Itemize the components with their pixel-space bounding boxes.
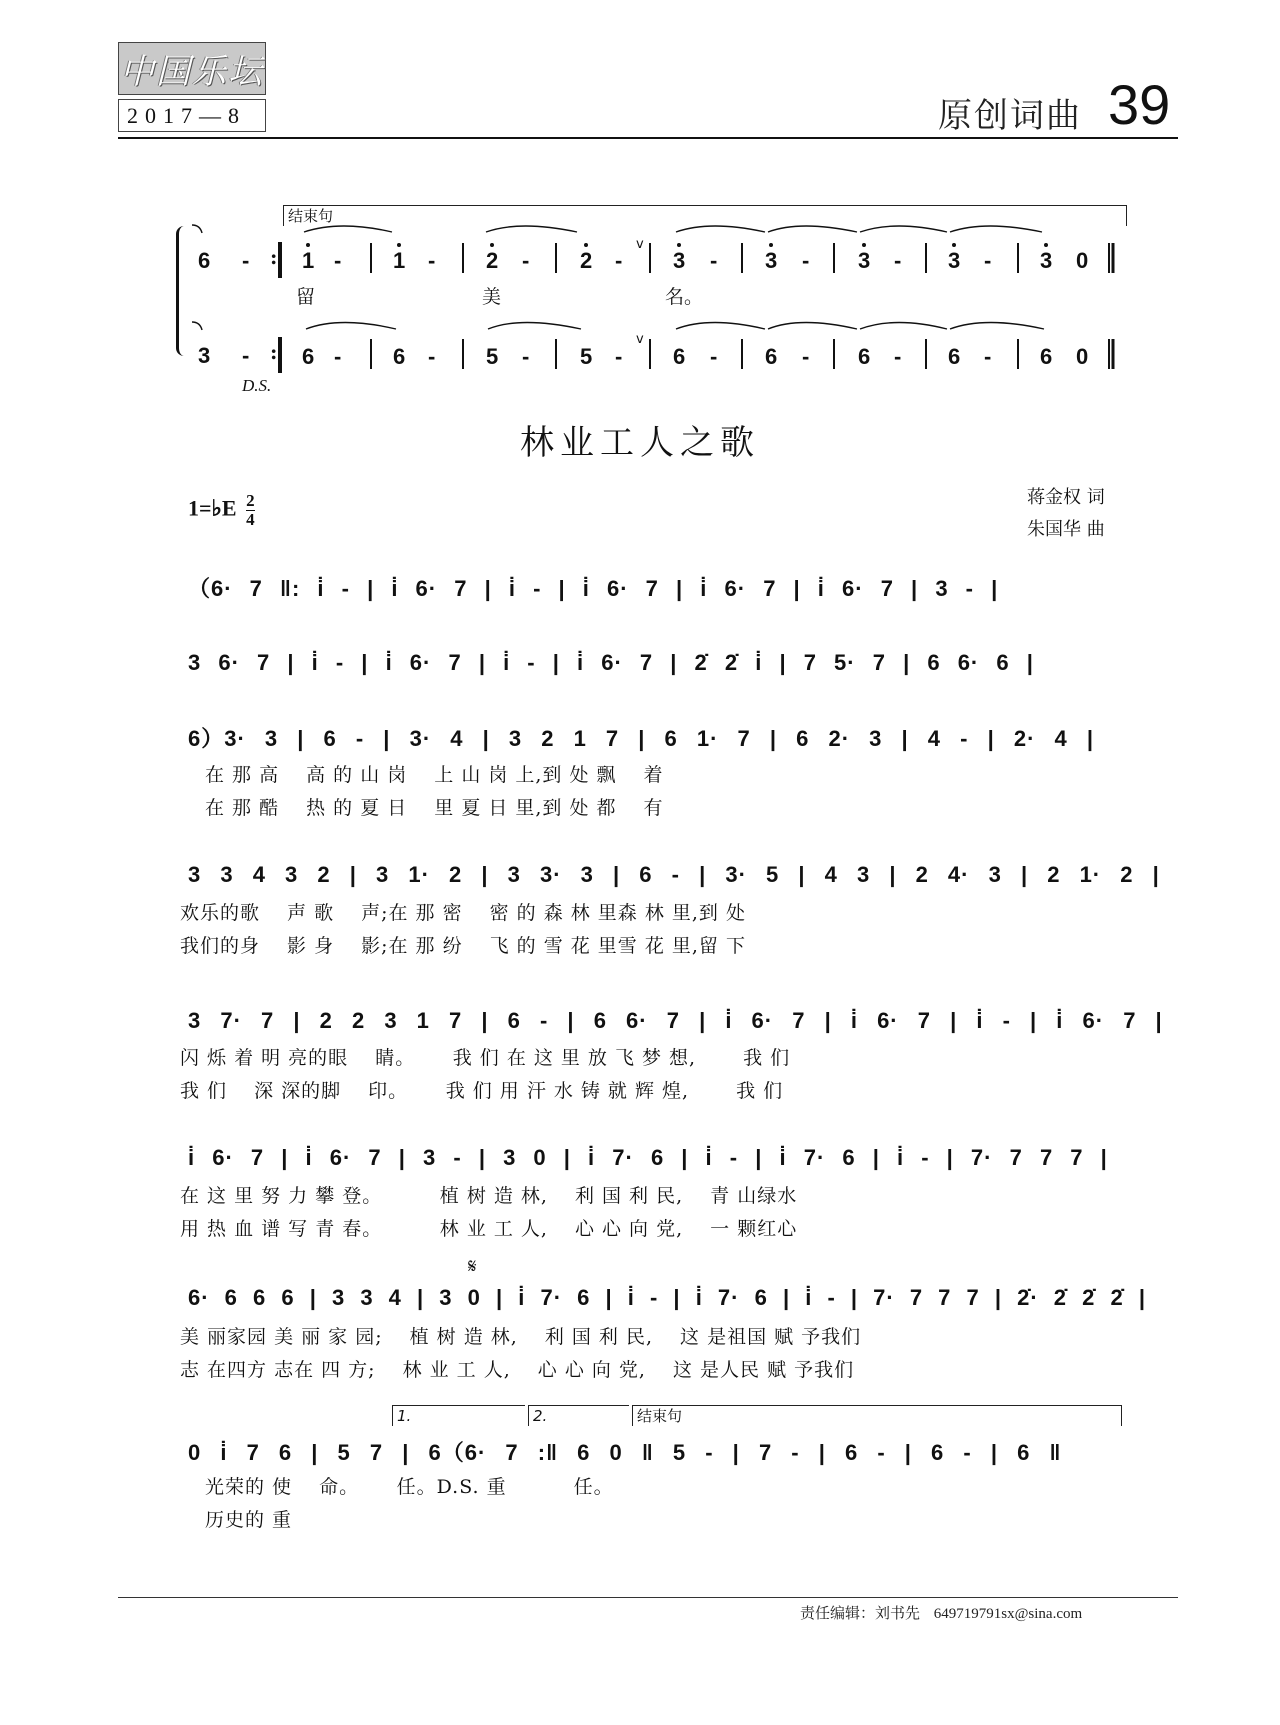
svg-text:6: 6 xyxy=(393,344,406,369)
svg-text:5: 5 xyxy=(580,344,593,369)
voice1-note: 6 xyxy=(198,248,211,273)
svg-text:-: - xyxy=(428,248,436,273)
composer-credit: 朱国华 曲 xyxy=(1027,519,1105,540)
system-7-notes: 6· 6 6 6 | 3 3 4 | 3 0 | i̇ 7· 6 | i̇ - | i̇ 7· 6 | i̇ - | 7· 7 7 7 | 2̇· 2̇ 2̇ 2̇ | xyxy=(188,1285,1147,1310)
system-6-notes: i̇ 6· 7 | i̇ 6· 7 | 3 - | 3 0 | i̇ 7· 6 | i̇ - | i̇ 7· 6 | i̇ - | 7· 7 7 7 | xyxy=(188,1145,1108,1170)
svg-text:6: 6 xyxy=(858,344,871,369)
svg-text:3: 3 xyxy=(858,248,871,273)
ds-marking: D.S. xyxy=(242,376,272,395)
voice2-dash: - xyxy=(242,343,250,368)
system-1-notes: （6· 7 ‖: i̇ - | i̇ 6· 7 | i̇ - | i̇ 6· 7 | i̇ 6· 7 | i̇ 6· 7 | 3 - | xyxy=(188,576,999,601)
issue-number: 2017—8 xyxy=(118,99,266,132)
system-8-lyrics-verse2: 历史的 重 xyxy=(205,1509,293,1531)
lyric: 美 xyxy=(482,286,502,308)
svg-text:6: 6 xyxy=(765,344,778,369)
svg-text:-: - xyxy=(334,344,342,369)
voice1-dash: - xyxy=(242,248,250,273)
svg-text:v: v xyxy=(636,237,644,252)
svg-text:3: 3 xyxy=(1040,248,1053,273)
footer-rule xyxy=(118,1597,1178,1598)
svg-text:6: 6 xyxy=(948,344,961,369)
svg-text:6: 6 xyxy=(673,344,686,369)
svg-text:1: 1 xyxy=(302,248,315,273)
system-5-lyrics-verse1: 闪 烁 着 明 亮的眼 睛。 我 们 在 这 里 放 飞 梦 想, 我 们 xyxy=(180,1047,791,1069)
segno-icon: 𝄋 xyxy=(468,1254,477,1278)
volta-1-bracket xyxy=(392,1405,525,1426)
system-6-lyrics-verse2: 用 热 血 谱 写 青 春。 林 业 工 人, 心 心 向 党, 一 颗红心 xyxy=(180,1218,798,1240)
system-8-notes: 0 i̇ 7 6 | 5 7 | 6（6· 7 :‖ 6 0 ‖ 5 - | 7 - | 6 - | 6 - | 6 ‖ xyxy=(188,1440,1062,1465)
editor-name: 责任编辑：刘书先 xyxy=(800,1606,921,1622)
svg-text:v: v xyxy=(636,332,644,347)
svg-text:0: 0 xyxy=(1076,248,1089,273)
time-sig-top: 2 xyxy=(246,491,255,510)
ending-bracket-label: 结束句 xyxy=(637,1407,683,1425)
system-3-lyrics-verse2: 在 那 酷 热 的 夏 日 里 夏 日 里,到 处 都 有 xyxy=(205,797,664,819)
system-7-lyrics-verse2: 志 在四方 志在 四 方; 林 业 工 人, 心 心 向 党, 这 是人民 赋 予我们 xyxy=(180,1359,855,1381)
svg-text:2: 2 xyxy=(580,248,593,273)
system-4-lyrics-verse2: 我们的身 影 身 影;在 那 纷 飞 的 雪 花 里雪 花 里,留 下 xyxy=(180,935,746,957)
key-text: 1=♭E xyxy=(188,495,237,521)
time-sig-bottom: 4 xyxy=(246,510,255,529)
svg-text:-: - xyxy=(984,344,992,369)
system-6-lyrics-verse1: 在 这 里 努 力 攀 登。 植 树 造 林, 利 国 利 民, 青 山绿水 xyxy=(180,1185,798,1207)
page-number: 39 xyxy=(1108,73,1171,136)
svg-text:-: - xyxy=(984,248,992,273)
system-5-lyrics-verse2: 我 们 深 深的脚 印。 我 们 用 汗 水 铸 就 辉 煌, 我 们 xyxy=(180,1080,784,1102)
svg-text:-: - xyxy=(615,248,623,273)
key-signature xyxy=(188,492,255,529)
svg-text:5: 5 xyxy=(486,344,499,369)
svg-text:2: 2 xyxy=(486,248,499,273)
repeat-dots: : xyxy=(270,340,278,364)
volta-1-label: 1. xyxy=(397,1407,412,1425)
editor-email: 649719791sx@sina.com xyxy=(933,1606,1083,1622)
svg-text:-: - xyxy=(522,248,530,273)
system-4-notes: 3 3 4 3 2 | 3 1· 2 | 3 3· 3 | 6 - | 3· 5 | 4 3 | 2 4· 3 | 2 1· 2 | xyxy=(188,862,1160,887)
svg-text:3: 3 xyxy=(765,248,778,273)
system-8-lyrics-verse1: 光荣的 使 命。 任。D.S. 重 任。 xyxy=(205,1476,614,1498)
svg-text:6: 6 xyxy=(302,344,315,369)
time-signature xyxy=(246,492,255,529)
footer-credit xyxy=(800,1602,1082,1623)
magazine-logo-text: 中国乐坛 xyxy=(120,52,264,92)
svg-text:-: - xyxy=(615,344,623,369)
svg-text:-: - xyxy=(334,248,342,273)
system-4-lyrics-verse1: 欢乐的歌 声 歌 声;在 那 密 密 的 森 林 里森 林 里,到 处 xyxy=(180,902,746,924)
svg-text:-: - xyxy=(710,344,718,369)
voice2-note: 3 xyxy=(198,343,211,368)
svg-text:-: - xyxy=(894,248,902,273)
system-3-notes: 6）3· 3 | 6 - | 3· 4 | 3 2 1 7 | 6 1· 7 | 6 2· 3 | 4 - | 2· 4 | xyxy=(188,726,1095,751)
svg-text:-: - xyxy=(802,344,810,369)
song-title: 林业工人之歌 xyxy=(520,423,760,463)
svg-text:-: - xyxy=(428,344,436,369)
svg-text:-: - xyxy=(522,344,530,369)
lyricist-credit: 蒋金权 词 xyxy=(1027,487,1105,508)
svg-text:-: - xyxy=(802,248,810,273)
svg-text:3: 3 xyxy=(948,248,961,273)
svg-text:1: 1 xyxy=(393,248,406,273)
system-7-lyrics-verse1: 美 丽家园 美 丽 家 园; 植 树 造 林, 利 国 利 民, 这 是祖国 赋 予我们 xyxy=(180,1326,862,1348)
svg-text:3: 3 xyxy=(673,248,686,273)
system-5-notes: 3 7· 7 | 2 2 3 1 7 | 6 - | 6 6· 7 | i̇ 6· 7 | i̇ 6· 7 | i̇ - | i̇ 6· 7 | xyxy=(188,1008,1163,1033)
section-title: 原创词曲 xyxy=(938,96,1082,136)
svg-text:-: - xyxy=(710,248,718,273)
volta-2-bracket xyxy=(528,1405,629,1426)
prev-song-notation xyxy=(0,0,1280,420)
svg-text:-: - xyxy=(894,344,902,369)
repeat-dots: : xyxy=(270,245,278,269)
lyric: 名。 xyxy=(665,286,704,308)
ending-bracket-label: 结束句 xyxy=(288,207,334,225)
svg-text:6: 6 xyxy=(1040,344,1053,369)
system-3-lyrics-verse1: 在 那 高 高 的 山 岗 上 山 岗 上,到 处 飘 着 xyxy=(205,764,664,786)
volta-2-label: 2. xyxy=(533,1407,548,1425)
lyric: 留 xyxy=(296,286,316,308)
system-2-notes: 3 6· 7 | i̇ - | i̇ 6· 7 | i̇ - | i̇ 6· 7 | 2̇ 2̇ i̇ | 7 5· 7 | 6 6· 6 | xyxy=(188,650,1034,675)
svg-text:0: 0 xyxy=(1076,344,1089,369)
ending-bracket xyxy=(632,1405,1122,1426)
